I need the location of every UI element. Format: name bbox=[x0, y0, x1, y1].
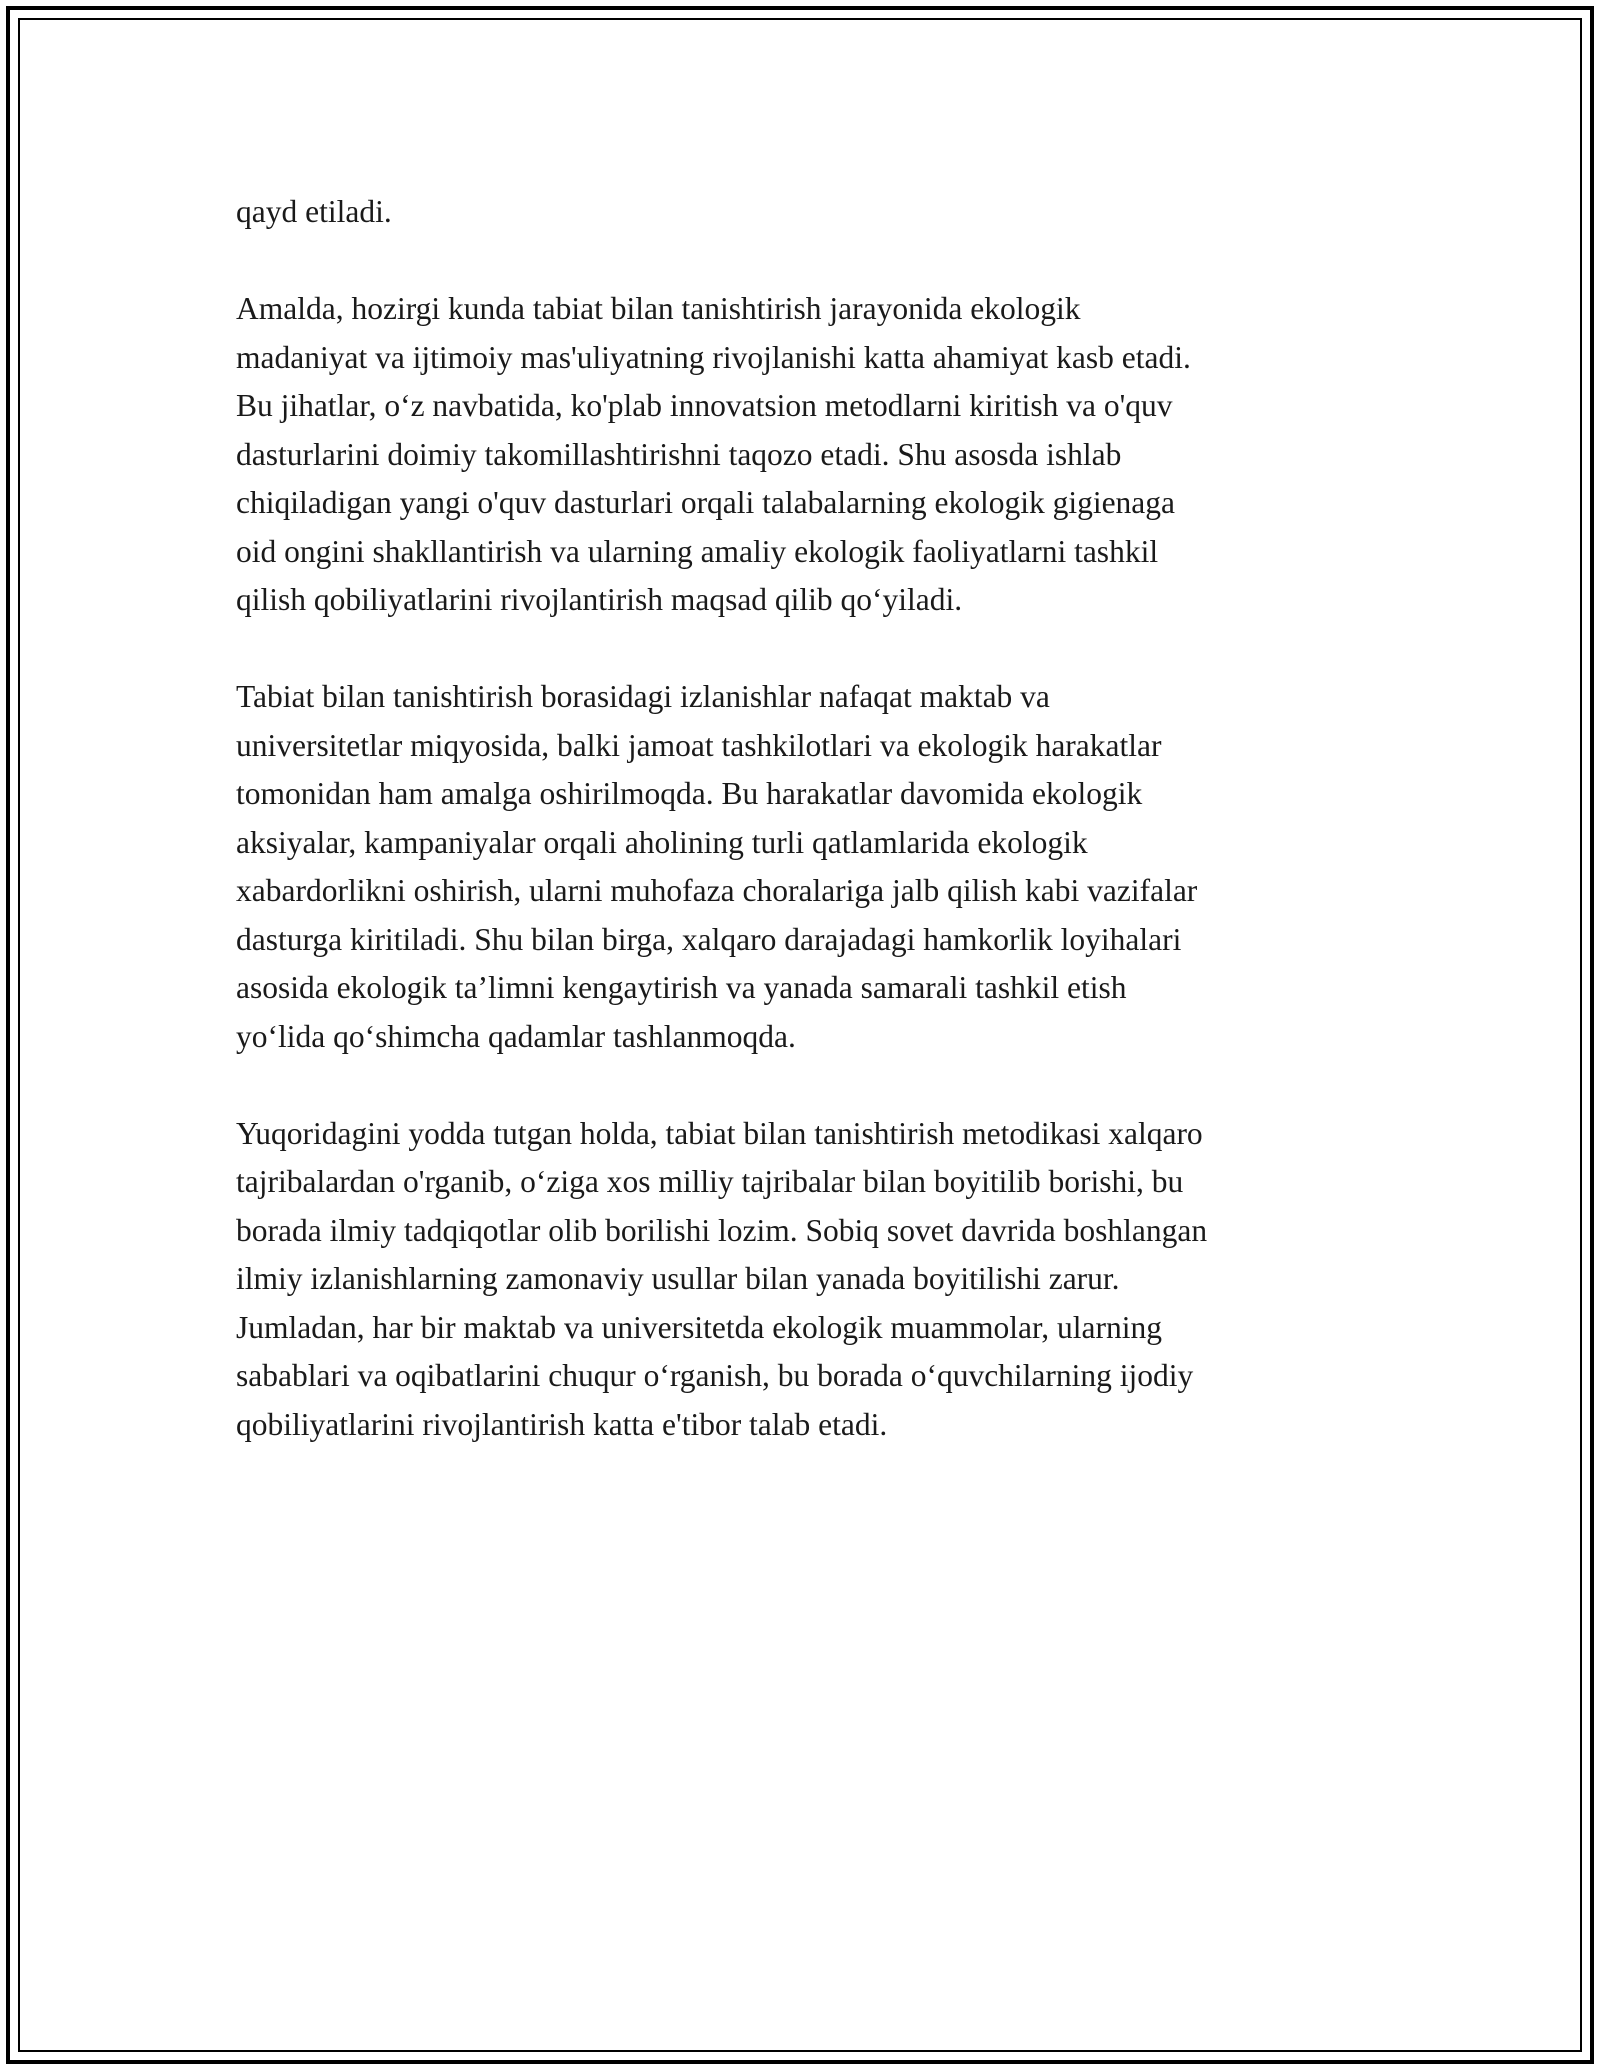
paragraph-public-organizations: Tabiat bilan tanishtirish borasidagi izlanishlar nafaqat maktab va universitetlar miqyosida, balki jamoat tashkilotlari va ekologik harakatlar tomonidan ham amalga oshirilmoqda. Bu harakatlar davomida ekologik aksiyalar, kampaniyalar orqali aholining turli qatlamlarida ekologik xabardorlikni oshirish, ularni muhofaza choralariga jalb qilish kabi vazifalar dasturga kiritiladi. Shu bilan birga, xalqaro darajadagi hamkorlik loyihalari asosida ekologik ta’limni kengaytirish va yanada samarali tashkil etish yo‘lida qo‘shimcha qadamlar tashlanmoqda. bbox=[236, 679, 1198, 1054]
document-body bbox=[236, 188, 1396, 1498]
paragraph-continuation: qayd etiladi. bbox=[236, 194, 392, 229]
paragraph-methodology-conclusion: Yuqoridagini yodda tutgan holda, tabiat bilan tanishtirish metodikasi xalqaro tajribalardan o'rganib, o‘ziga xos milliy tajribalar bilan boyitilib borishi, bu borada ilmiy tadqiqotlar olib borilishi lozim. Sobiq sovet davrida boshlangan ilmiy izlanishlarning zamonaviy usullar bilan yanada boyitilishi zarur. Jumladan, har bir maktab va universitetda ekologik muammolar, ularning sabablari va oqibatlarini chuqur o‘rganish, bu borada o‘quvchilarning ijodiy qobiliyatlarini rivojlantirish katta e'tibor talab etadi. bbox=[236, 1115, 1208, 1442]
paragraph-ecological-culture: Amalda, hozirgi kunda tabiat bilan tanishtirish jarayonida ekologik madaniyat va ijtimoiy mas'uliyatning rivojlanishi katta ahamiyat kasb etadi. Bu jihatlar, o‘z navbatida, ko'plab innovatsion metodlarni kiritish va o'quv dasturlarini doimiy takomillashtirishni taqozo etadi. Shu asosda ishlab chiqiladigan yangi o'quv dasturlari orqali talabalarning ekologik gigienaga oid ongini shakllantirish va ularning amaliy ekologik faoliyatlarni tashkil qilish qobiliyatlarini rivojlantirish maqsad qilib qo‘yiladi. bbox=[236, 291, 1191, 617]
